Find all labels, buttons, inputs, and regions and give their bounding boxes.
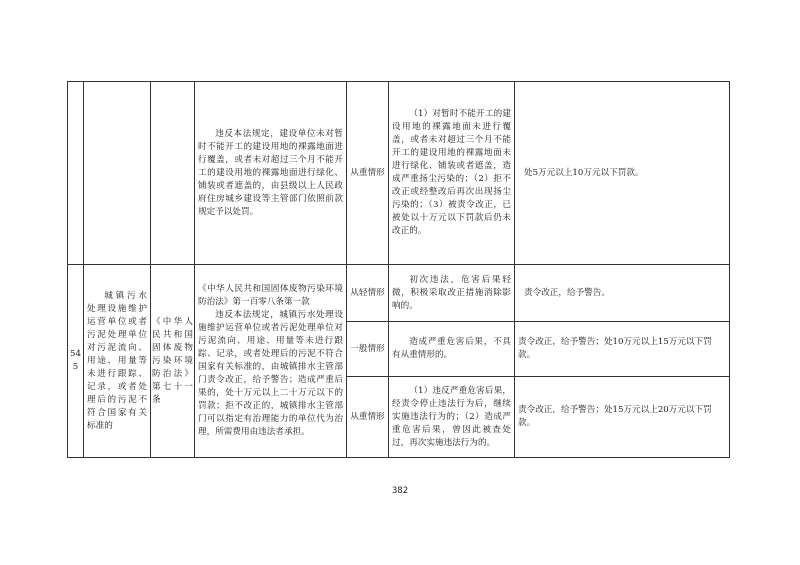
cell-description (389, 377, 515, 458)
violation-item-text: 城镇污水处理设施维护运营单位或者污泥处理单位对污泥流向、用途、用量等未进行跟踪、记录，或者处理后的污泥不符合国家有关标准的 (87, 290, 147, 431)
cell-penalty (515, 377, 730, 458)
cell-penalty (515, 265, 730, 322)
table-row-continued-entry (68, 82, 730, 265)
clause-paragraph: 违反本法规定，建设单位未对暂时不能开工的建设用地的裸露地面进行覆盖，或者未对超过三个月不能开工的建设用地的裸露地面进行绿化、铺装或者遮盖的，由县级以上人民政府住房城乡建设等主管部门依照前款规定予以处罚。 (198, 128, 343, 217)
description-text: 造成严重危害后果，不具有从重情形的。 (392, 337, 511, 360)
cell-penalty (515, 322, 730, 377)
cell-circumstance: 一般情形 (347, 322, 389, 377)
cell-description (389, 82, 515, 265)
cell-circumstance: 从重情形 (347, 82, 389, 265)
cell-entry-number: 545 (68, 265, 84, 458)
page-number: 382 (391, 486, 409, 496)
cell-violation-item (84, 265, 151, 458)
cell-number-empty (68, 82, 84, 265)
penalty-text: 责令改正，给予警告。 (524, 287, 610, 298)
table-row-light (68, 265, 730, 322)
cell-item-empty (84, 82, 151, 265)
description-text: （1）对暂时不能开工的建设用地的裸露地面未进行覆盖，或者未对超过三个月不能开工的建设用地的裸露地面未进行绿化、铺装或者遮盖，造成严重扬尘污染的；（2）拒不改正或经整改后再次出现扬尘污染的；（3）被责令改正，已被处以十万元以下罚款后仍未改正的。 (392, 109, 511, 236)
description-text: 初次违法，危害后果轻微，积极采取改正措施消除影响的。 (392, 274, 511, 311)
cell-legal-basis: 《中华人民共和国固体废物污染环境防治法》第七十一条 (151, 265, 195, 458)
cell-description (389, 322, 515, 377)
cell-penalty (515, 82, 730, 265)
penalty-text: 责令改正，给予警告；处10万元以上15万元以下罚款。 (518, 337, 712, 360)
cell-circumstance: 从重情形 (347, 377, 389, 458)
penalty-text: 责令改正，给予警告；处15万元以上20万元以下罚款。 (518, 405, 712, 428)
cell-clause-text (195, 82, 347, 265)
penalty-standards-table (67, 81, 730, 458)
clause-title: 《中华人民共和国固体废物污染环境防治法》第一百零八条第一款 (198, 284, 343, 307)
clause-paragraph: 违反本法规定，城镇污水处理设施维护运营单位或者污泥处理单位对污泥流向、用途、用量等未进行跟踪、记录，或者处理后的污泥不符合国家有关标准的，由城镇排水主管部门责令改正，给予警告；造成严重后果的，处十万元以上二十万元以下的罚款；拒不改正的，城镇排水主管部门可以指定有治理能力的单位代为治理，所需费用由违法者承担。 (198, 310, 343, 437)
cell-description (389, 265, 515, 322)
cell-clause-text (195, 265, 347, 458)
description-text: （1）违反严重危害后果，经责令停止违法行为后，继续实施违法行为的；（2）造成严重危害后果，曾因此被查处过，再次实施违法行为的。 (392, 385, 511, 448)
cell-basis-empty (151, 82, 195, 265)
penalty-text: 处5万元以上10万元以下罚款。 (524, 167, 644, 178)
cell-circumstance: 从轻情形 (347, 265, 389, 322)
